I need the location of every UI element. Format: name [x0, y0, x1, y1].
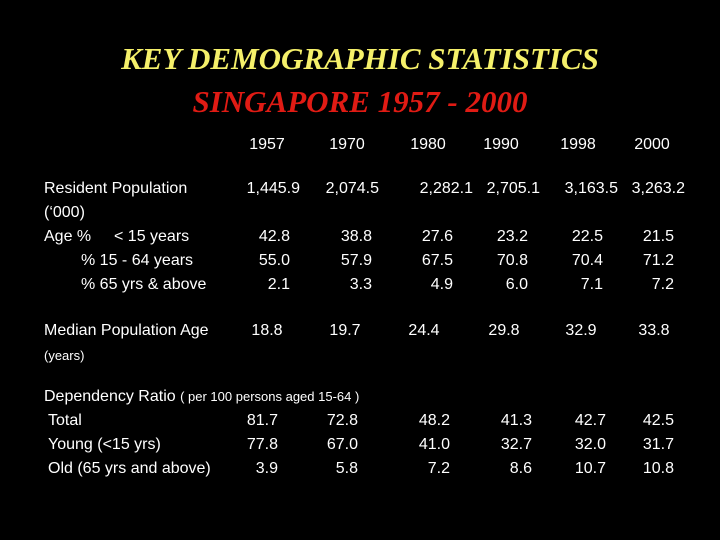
age-value: 21.5 — [642, 228, 674, 245]
slide-subtitle: SINGAPORE 1957 - 2000 — [192, 84, 528, 119]
median-age-value: 19.7 — [329, 322, 361, 339]
dependency-row-label: Old (65 yrs and above) — [48, 460, 211, 477]
dependency-value: 10.8 — [642, 460, 674, 477]
age-value: 22.5 — [571, 228, 603, 245]
dependency-value: 32.7 — [500, 436, 532, 453]
year-header-1970: 1970 — [329, 136, 365, 153]
age-row-label: < 15 years — [114, 228, 190, 245]
age-value: 70.8 — [496, 252, 528, 269]
age-value: 38.8 — [340, 228, 372, 245]
age-row-label: % 65 yrs & above — [81, 276, 207, 293]
median-age-value: 32.9 — [565, 322, 597, 339]
median-age-value: 29.8 — [488, 322, 520, 339]
dependency-ratio-note: ( per 100 persons aged 15-64 ) — [180, 389, 360, 404]
resident-population-unit: (‘000) — [44, 204, 85, 221]
median-age-value: 18.8 — [251, 322, 283, 339]
dependency-value: 3.9 — [255, 460, 278, 477]
dependency-value: 8.6 — [509, 460, 532, 477]
median-age-value: 24.4 — [408, 322, 440, 339]
year-header-1957: 1957 — [249, 136, 285, 153]
age-value: 6.0 — [505, 276, 528, 293]
dependency-value: 41.3 — [500, 412, 532, 429]
year-header-1980: 1980 — [410, 136, 446, 153]
age-value: 67.5 — [421, 252, 453, 269]
dependency-row-label: Young (<15 yrs) — [48, 436, 161, 453]
dependency-value: 81.7 — [246, 412, 278, 429]
dependency-ratio-title: Dependency Ratio — [44, 388, 176, 405]
dependency-value: 31.7 — [642, 436, 674, 453]
age-value: 42.8 — [258, 228, 290, 245]
resident-population-value: 3,163.5 — [564, 180, 618, 197]
dependency-value: 42.7 — [574, 412, 606, 429]
age-value: 4.9 — [430, 276, 453, 293]
year-header-2000: 2000 — [634, 136, 670, 153]
age-group-label: Age % — [44, 228, 92, 245]
resident-population-value: 2,282.1 — [419, 180, 473, 197]
resident-population-label: Resident Population — [44, 180, 188, 197]
dependency-value: 72.8 — [326, 412, 358, 429]
year-header-1990: 1990 — [483, 136, 519, 153]
age-value: 3.3 — [349, 276, 372, 293]
resident-population-value: 2,705.1 — [486, 180, 540, 197]
dependency-value: 5.8 — [335, 460, 358, 477]
dependency-row-label: Total — [48, 412, 82, 429]
median-age-value: 33.8 — [638, 322, 670, 339]
age-value: 7.1 — [580, 276, 603, 293]
dependency-ratio-label — [44, 387, 359, 406]
dependency-value: 77.8 — [246, 436, 278, 453]
dependency-value: 7.2 — [427, 460, 450, 477]
dependency-value: 32.0 — [574, 436, 606, 453]
age-value: 55.0 — [258, 252, 290, 269]
median-age-label: Median Population Age — [44, 322, 209, 339]
dependency-value: 41.0 — [418, 436, 450, 453]
slide-title: KEY DEMOGRAPHIC STATISTICS — [121, 41, 599, 76]
dependency-value: 42.5 — [642, 412, 674, 429]
resident-population-value: 1,445.9 — [246, 180, 300, 197]
age-value: 2.1 — [267, 276, 290, 293]
dependency-value: 67.0 — [326, 436, 358, 453]
resident-population-value: 2,074.5 — [325, 180, 379, 197]
age-value: 7.2 — [651, 276, 674, 293]
dependency-value: 48.2 — [418, 412, 450, 429]
year-header-1998: 1998 — [560, 136, 596, 153]
age-value: 70.4 — [571, 252, 603, 269]
age-row-label: % 15 - 64 years — [81, 252, 194, 269]
resident-population-value: 3,263.2 — [631, 180, 685, 197]
age-value: 23.2 — [496, 228, 528, 245]
age-value: 71.2 — [642, 252, 674, 269]
dependency-value: 10.7 — [574, 460, 606, 477]
age-value: 57.9 — [340, 252, 372, 269]
median-age-unit: (years) — [44, 348, 85, 363]
age-value: 27.6 — [421, 228, 453, 245]
